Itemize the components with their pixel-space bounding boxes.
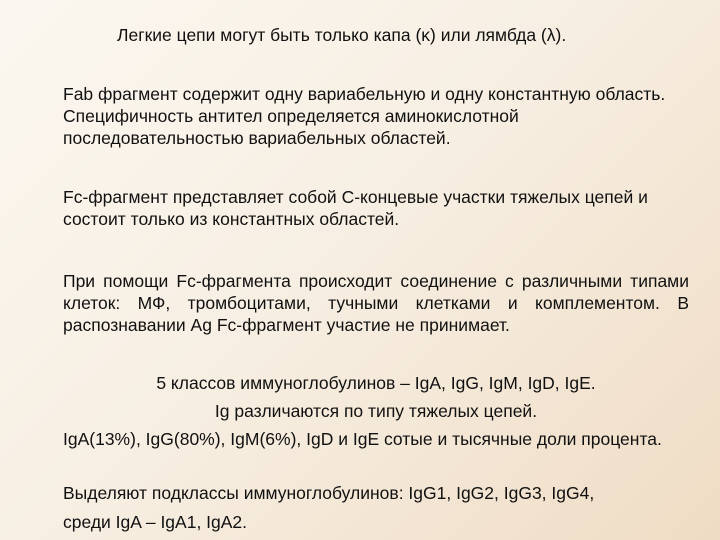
iga-subclasses-line: среди IgA – IgA1, IgA2.: [63, 512, 248, 532]
subclasses-line: Выделяют подклассы иммуноглобулинов: IgG1, IgG2, IgG3, IgG4,: [63, 483, 595, 503]
immunoglobulin-percentages-paragraph: IgA(13%), IgG(80%), IgM(6%), IgD и IgE сотые и тысячные доли процента.: [63, 429, 662, 449]
fc-fragment-paragraph: Fc-фрагмент представляет собой С-концевые участки тяжелых цепей и состоит только из константных областей.: [63, 187, 648, 229]
fab-fragment-paragraph: Fab фрагмент содержит одну вариабельную и одну константную область. Специфичность антител определяется аминокислотной последовательностью вариабельных областей.: [63, 84, 666, 148]
light-chains-line: Легкие цепи могут быть только капа (κ) или лямбда (λ).: [117, 25, 567, 45]
heavy-chain-difference-line: Ig различаются по типу тяжелых цепей.: [214, 401, 538, 421]
immunoglobulin-classes-line: 5 классов иммуноглобулинов – IgA, IgG, IgM, IgD, IgE.: [156, 373, 596, 393]
fc-binding-paragraph: При помощи Fc-фрагмента происходит соединение с различными типами клеток: МФ, тромбоцитами, тучными клетками и комплементом. В распознавании Ag Fc-фрагмент участие не принимает.: [63, 271, 689, 335]
